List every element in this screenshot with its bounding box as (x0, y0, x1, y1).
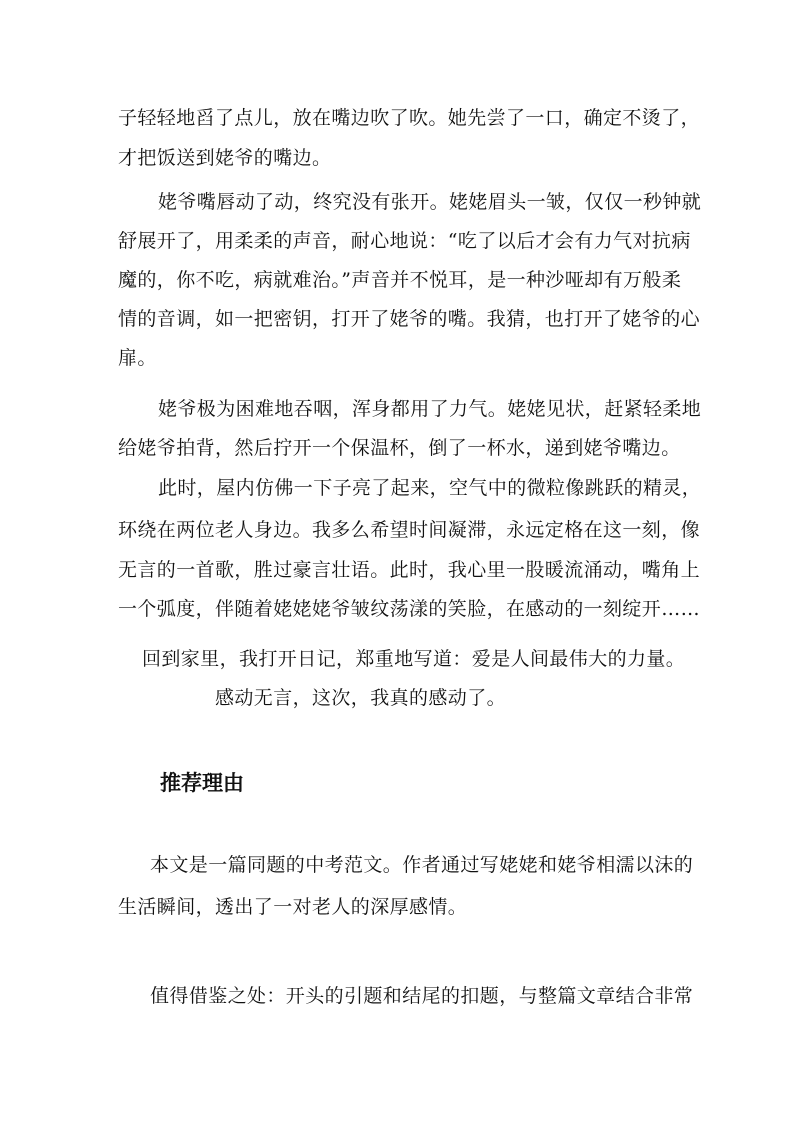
story-line-3: 姥爷嘴唇动了动，终究没有张开。姥姥眉头一皱，仅仅一秒钟就 (158, 191, 702, 213)
story-line-15: 感动无言，这次，我真的感动了。 (215, 687, 507, 709)
story-line-6: 情的音调，如一把密钥，打开了姥爷的嘴。我猜，也打开了姥爷的心 (118, 308, 701, 330)
story-line-11: 环绕在两位老人身边。我多么希望时间凝滞，永远定格在这一刻，像 (118, 519, 701, 541)
story-line-1: 子轻轻地舀了点儿，放在嘴边吹了吹。她先尝了一口，确定不烫了， (118, 107, 701, 129)
reason-line-3: 值得借鉴之处：开头的引题和结尾的扣题，与整篇文章结合非常 (150, 985, 694, 1007)
story-line-12: 无言的一首歌，胜过豪言壮语。此时，我心里一股暖流涌动，嘴角上 (118, 559, 701, 581)
story-line-4: 舒展开了，用柔柔的声音，耐心地说：“吃了以后才会有力气对抗病 (118, 230, 691, 252)
story-line-13: 一个弧度，伴随着姥姥姥爷皱纹荡漾的笑脸，在感动的一刻绽开…… (118, 598, 701, 620)
story-line-5: 魔的，你不吃，病就难治。”声音并不悦耳，是一种沙哑却有万般柔 (118, 269, 682, 291)
reason-line-1: 本文是一篇同题的中考范文。作者通过写姥姥和姥爷相濡以沫的 (150, 854, 694, 876)
story-line-9: 给姥爷拍背，然后拧开一个保温杯，倒了一杯水，递到姥爷嘴边。 (118, 437, 681, 459)
story-line-8: 姥爷极为困难地吞咽，浑身都用了力气。姥姥见状，赶紧轻柔地 (158, 398, 702, 420)
story-line-10: 此时，屋内仿佛一下子亮了起来，空气中的微粒像跳跃的精灵， (158, 477, 702, 499)
story-line-14: 回到家里，我打开日记，郑重地写道：爱是人间最伟大的力量。 (142, 648, 686, 670)
reason-line-2: 生活瞬间，透出了一对老人的深厚感情。 (118, 896, 468, 918)
story-line-7: 扉。 (118, 347, 157, 369)
story-line-2: 才把饭送到姥爷的嘴边。 (118, 147, 332, 169)
section-heading: 推荐理由 (160, 771, 244, 795)
